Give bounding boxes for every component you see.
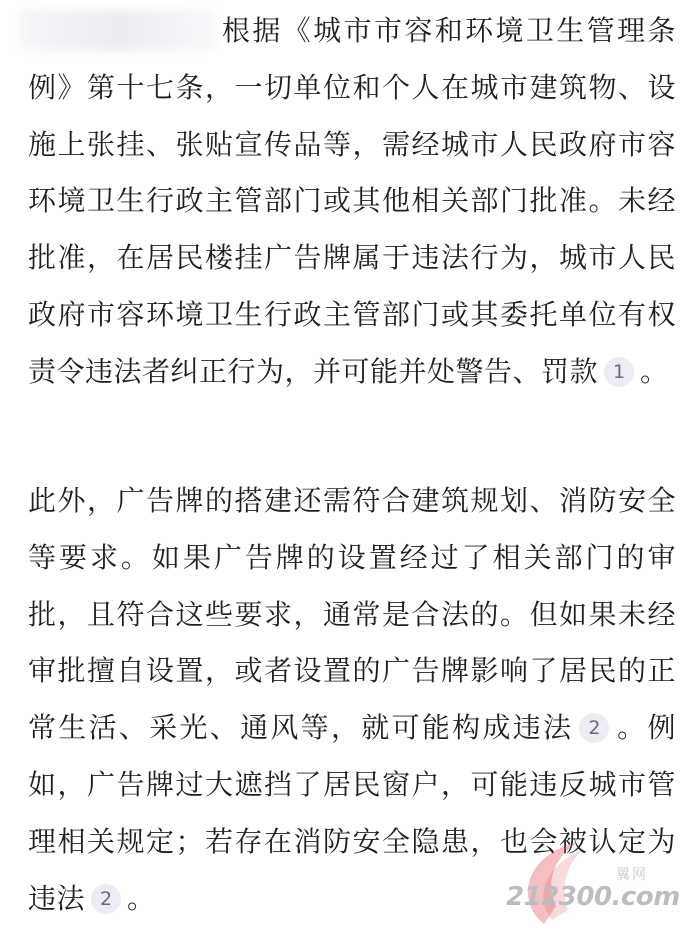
citation-badge-2a[interactable]: 2 [579, 713, 609, 743]
watermark-brand-text: 翼网 [616, 867, 648, 883]
paragraph-legal-basis [28, 3, 676, 401]
paragraph-2-end: 。 [127, 881, 156, 915]
citation-badge-2b[interactable]: 2 [91, 884, 121, 914]
paragraph-1-end: 。 [640, 354, 669, 388]
site-watermark [486, 832, 686, 930]
citation-badge-1[interactable]: 1 [604, 357, 634, 387]
paragraph-2-text-a: 此外，广告牌的搭建还需符合建筑规划、消防安全等要求。如果广告牌的设置经过了相关部门的审批，且符合这些要求，通常是合法的。但如果未经审批擅自设置，或者设置的广告牌影响了居民的正常生活、采光、通风等，就可能构成违法 [28, 484, 676, 745]
paragraph-2-text-b: 。例如，广告牌过大遮挡了居民窗户，可能违反城市管理相关规定；若存在消防安全隐患，也会被认定为违法 [28, 711, 676, 915]
watermark-domain-text: 212300.com [506, 882, 680, 912]
paragraph-1-text: 根据《城市市容和环境卫生管理条例》第十七条，一切单位和个人在城市建筑物、设施上张挂、张贴宣传品等，需经城市人民政府市容环境卫生行政主管部门或其他相关部门批准。未经批准，在居民楼挂广告牌属于违法行为，城市人民政府市容环境卫生行政主管部门或其委托单位有权责令违法者纠正行为，并可能并处警告、罚款 [28, 14, 676, 388]
swoosh-logo-icon [486, 832, 686, 930]
